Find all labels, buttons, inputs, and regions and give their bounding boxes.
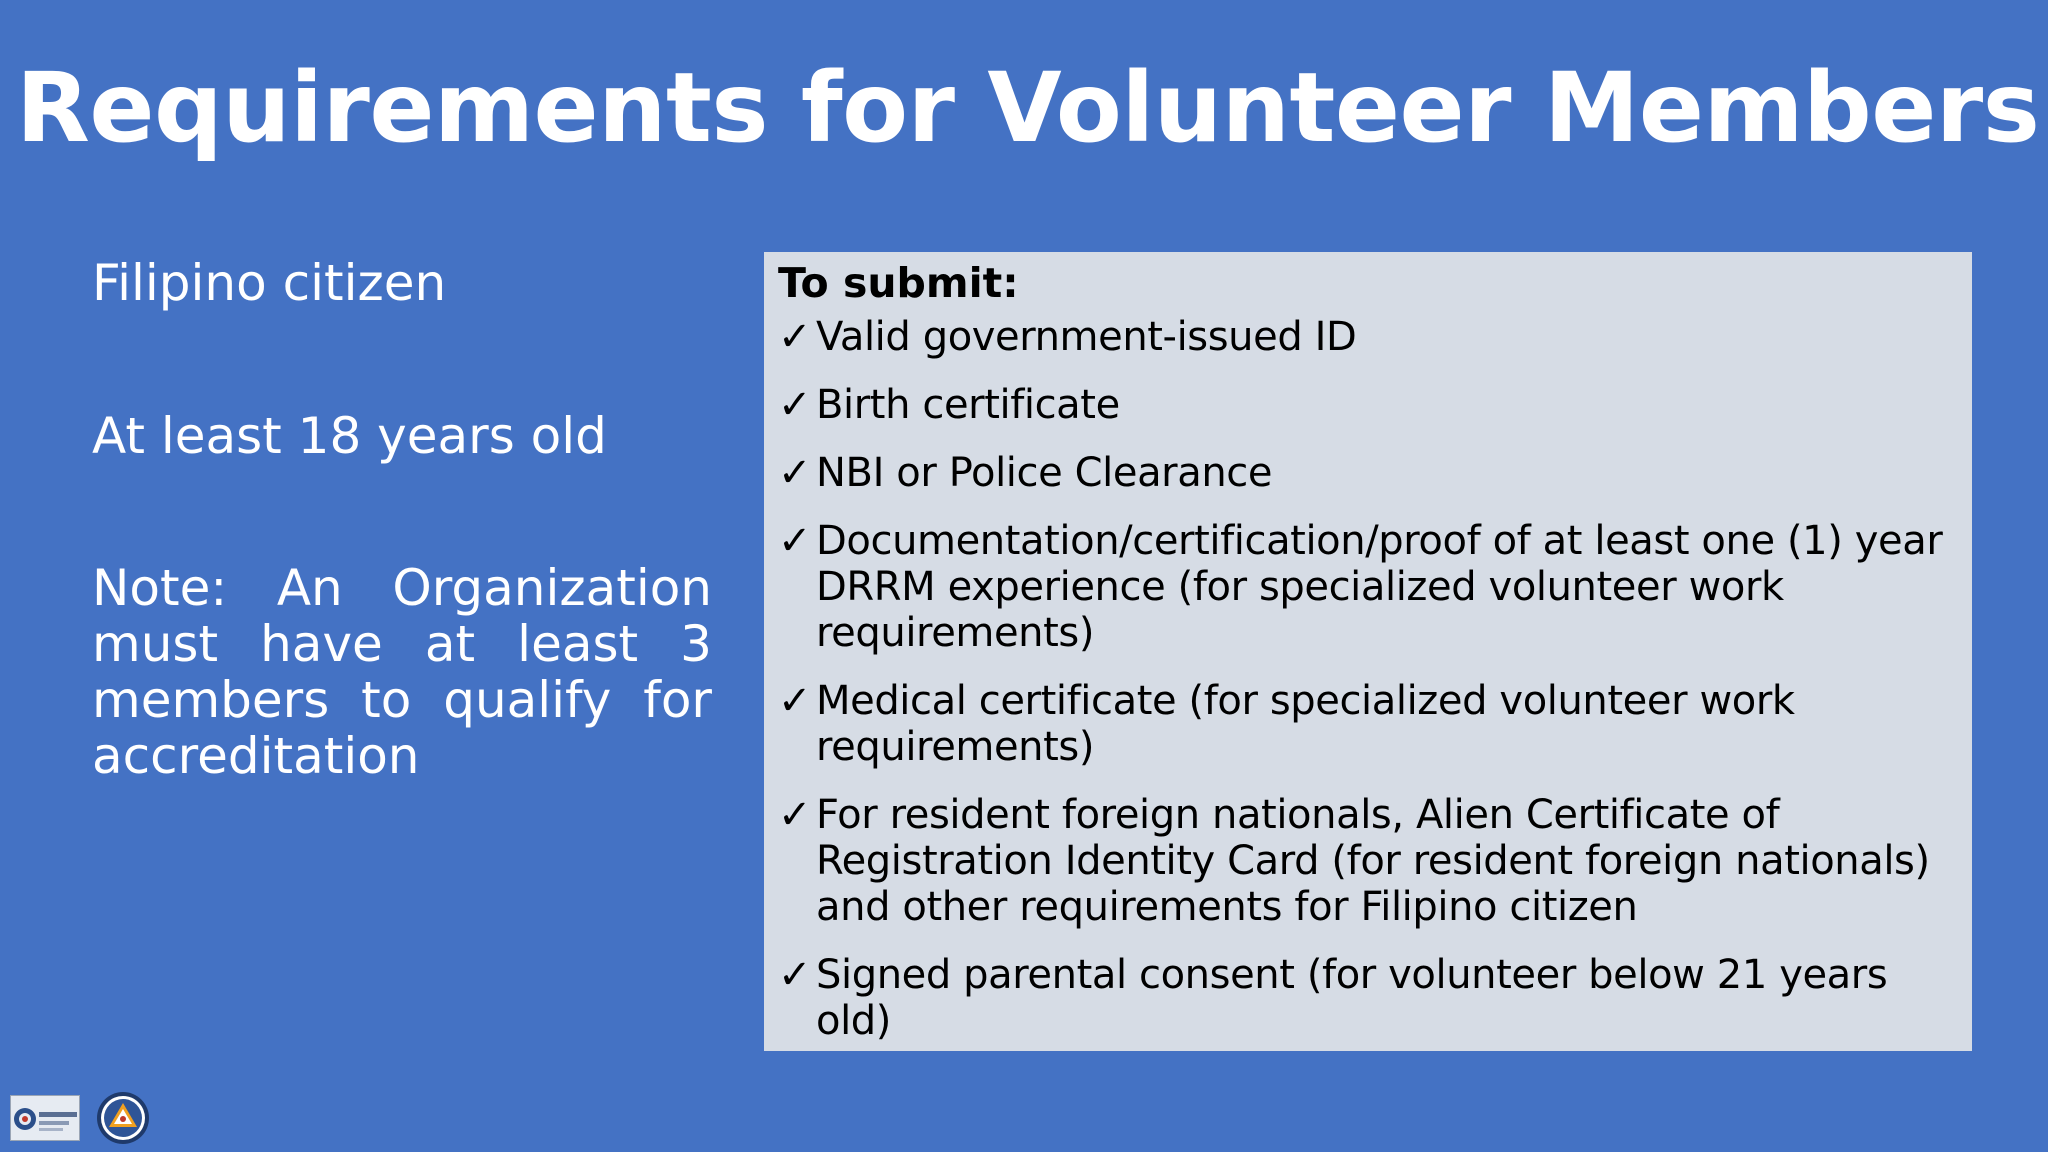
submit-checklist	[778, 314, 1956, 1044]
ocd-seal-icon	[96, 1091, 150, 1145]
checklist-item-text: Valid government-issued ID	[816, 314, 1357, 360]
submit-panel-heading: To submit:	[778, 259, 1019, 307]
checklist-item	[778, 952, 1956, 1044]
checkmark-icon: ✓	[778, 678, 812, 724]
checklist-item	[778, 382, 1956, 428]
checklist-item-text: Medical certificate (for specialized volunteer work requirements)	[816, 678, 1795, 770]
checklist-item-text: Signed parental consent (for volunteer below 21 years old)	[816, 952, 1888, 1044]
checklist-item-text: Documentation/certification/proof of at least one (1) year DRRM experience (for specialized volunteer work requirements)	[816, 518, 1943, 656]
ndrrmc-logo-icon	[10, 1095, 80, 1141]
checkmark-icon: ✓	[778, 450, 812, 496]
checkmark-icon: ✓	[778, 952, 812, 998]
checklist-item-text: For resident foreign nationals, Alien Certificate of Registration Identity Card (for resident foreign nationals) and other requirements for Filipino citizen	[816, 792, 1930, 930]
checklist-item	[778, 678, 1956, 770]
eligibility-item: Filipino citizen	[92, 254, 447, 312]
checklist-item-text: Birth certificate	[816, 382, 1120, 428]
footer-logos	[10, 1090, 150, 1146]
checklist-item	[778, 450, 1956, 496]
checkmark-icon: ✓	[778, 518, 812, 564]
slide-title: Requirements for Volunteer Members	[16, 52, 2040, 164]
checklist-item	[778, 518, 1956, 656]
checkmark-icon: ✓	[778, 314, 812, 360]
checklist-item	[778, 792, 1956, 930]
checkmark-icon: ✓	[778, 382, 812, 428]
eligibility-item: At least 18 years old	[92, 407, 607, 465]
checkmark-icon: ✓	[778, 792, 812, 838]
submit-panel	[764, 252, 1972, 1051]
organization-note: Note: An Organization must have at least 3 members to qualify for accreditation	[92, 559, 712, 785]
checklist-item-text: NBI or Police Clearance	[816, 450, 1273, 496]
checklist-item	[778, 314, 1956, 360]
